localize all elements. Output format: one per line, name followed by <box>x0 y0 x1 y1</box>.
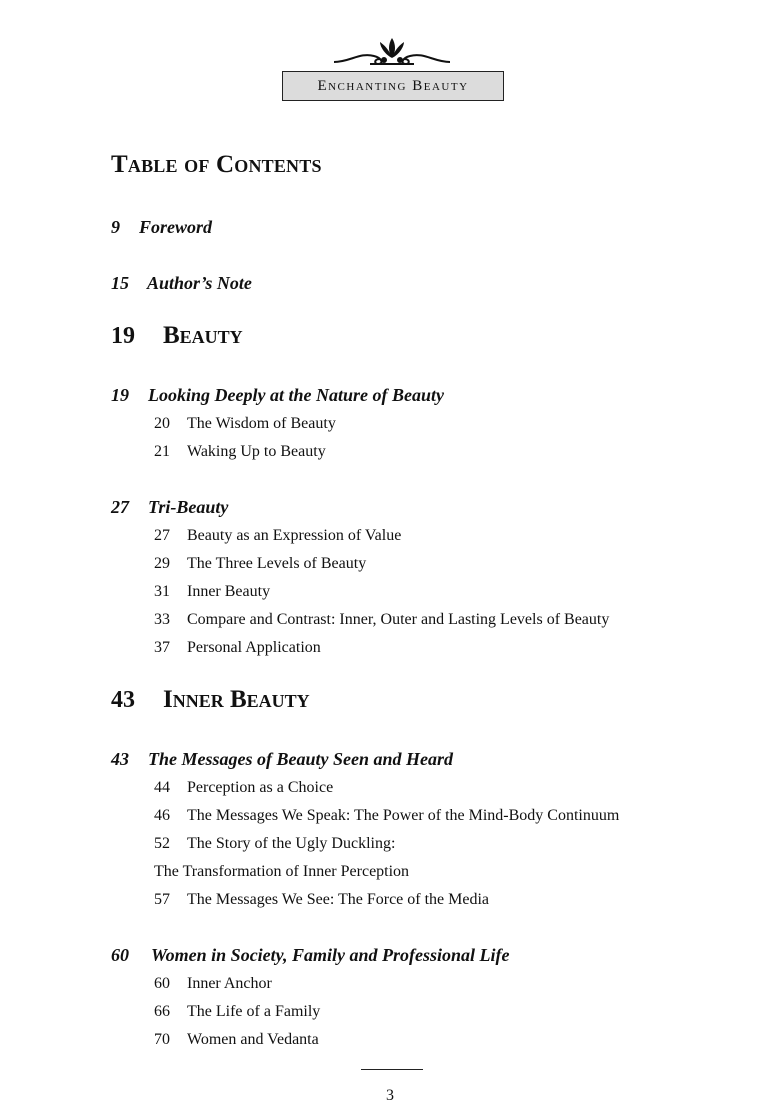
toc-subentry: Waking Up to Beauty <box>187 443 326 460</box>
chapter-page-number: 43 <box>111 687 135 713</box>
page-title: Table of Contents <box>111 151 322 178</box>
toc-subentry: The Story of the Ugly Duckling: <box>187 835 396 852</box>
toc-page-number: 60 <box>154 975 170 992</box>
toc-page-number: 33 <box>154 611 170 628</box>
toc-page-number: 27 <box>154 527 170 544</box>
toc-subentry: The Life of a Family <box>187 1003 321 1020</box>
toc-page-number: 21 <box>154 443 170 460</box>
toc-page-number: 9 <box>111 217 120 237</box>
toc-page-number: 37 <box>154 639 170 656</box>
toc-subentry: The Wisdom of Beauty <box>187 415 336 432</box>
chapter-title-beauty: Beauty <box>163 322 243 349</box>
toc-page-number: 31 <box>154 583 170 600</box>
toc-subentry: The Three Levels of Beauty <box>187 555 367 572</box>
toc-page-number: 43 <box>111 749 129 769</box>
toc-subentry: The Messages We Speak: The Power of the Mind-Body Continuum <box>187 807 620 824</box>
toc-page-number: 46 <box>154 807 170 824</box>
flourish-ornament-icon <box>330 34 454 68</box>
toc-entry-authors-note: Author’s Note <box>147 273 252 293</box>
toc-subentry: Inner Beauty <box>187 583 271 600</box>
toc-subentry: The Messages We See: The Force of the Media <box>187 891 490 908</box>
toc-page-number: 66 <box>154 1003 170 1020</box>
toc-subentry: Inner Anchor <box>187 975 272 992</box>
chapter-page-number: 19 <box>111 323 135 349</box>
toc-page-number: 19 <box>111 385 129 405</box>
toc-entry-tri-beauty: Tri-Beauty <box>148 497 229 517</box>
page-number: 3 <box>386 1087 394 1104</box>
toc-page-number: 44 <box>154 779 170 796</box>
toc-subentry: Compare and Contrast: Inner, Outer and Lasting Levels of Beauty <box>187 611 610 628</box>
toc-subentry: Women and Vedanta <box>187 1031 319 1048</box>
running-header: Enchanting Beauty <box>282 71 504 101</box>
chapter-title-inner-beauty: Inner Beauty <box>163 686 310 713</box>
toc-page-number: 15 <box>111 273 129 293</box>
toc-entry-foreword: Foreword <box>139 217 213 237</box>
toc-page-number: 70 <box>154 1031 170 1048</box>
toc-page-number: 57 <box>154 891 170 908</box>
toc-subentry-continuation: The Transformation of Inner Perception <box>154 863 410 880</box>
toc-entry-women: Women in Society, Family and Professional Life <box>151 945 510 965</box>
toc-subentry: Beauty as an Expression of Value <box>187 527 402 544</box>
toc-page-number: 20 <box>154 415 170 432</box>
toc-entry-messages: The Messages of Beauty Seen and Heard <box>148 749 453 769</box>
toc-subentry: Perception as a Choice <box>187 779 334 796</box>
footer-rule <box>361 1069 423 1070</box>
toc-page-number: 27 <box>111 497 129 517</box>
toc-subentry: Personal Application <box>187 639 321 656</box>
toc-entry-looking-deeply: Looking Deeply at the Nature of Beauty <box>148 385 444 405</box>
toc-page-number: 29 <box>154 555 170 572</box>
toc-page-number: 60 <box>111 945 129 965</box>
toc-page-number: 52 <box>154 835 170 852</box>
